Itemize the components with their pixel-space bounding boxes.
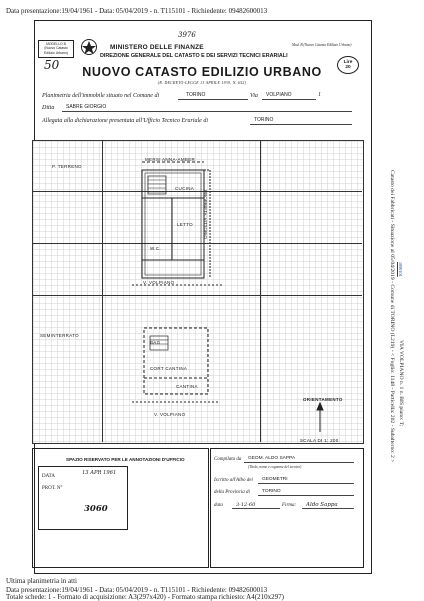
ditta-label: Ditta (42, 105, 55, 111)
ministry-title: MINISTERO DELLE FINANZE (110, 44, 204, 51)
handwritten-number: 50 (44, 58, 60, 72)
label-via-volpiano-top: V. VOLPIANO (143, 280, 175, 285)
direction-title: DIREZIONE GENERALE DEL CATASTO E DEI SERVIZI TECNICI ERARIALI (100, 53, 288, 59)
model-box-text: MODELLO B (Nuovo Catasto Edilizio Urbano) (44, 42, 68, 55)
prot-label: PROT. N° (42, 486, 63, 491)
footer-ultima: Ultima planimetria in atti (6, 577, 77, 585)
ufficio-value: TORINO (250, 117, 352, 125)
civic-number: 1 (318, 92, 321, 98)
room-cucina: CUCINA (175, 186, 195, 191)
data-label: DATA (42, 474, 55, 479)
vertical-cadastral-info: Catasto dei Fabbricati - Situazione al 05/04/2019 - Comune di TORINO (L219) - < Foglio: 1148 - Particella: 202 - Subalterno: 2 > (389, 170, 395, 463)
date-label: data (214, 503, 223, 508)
emblem-icon (80, 38, 98, 56)
lire-stamp: Lire 20 (337, 56, 359, 74)
provincia-value: TORINO (258, 489, 354, 496)
ditta-value: SABRE GIORGIO (62, 104, 352, 112)
via-value: VOLPIANO (262, 92, 316, 100)
protocol-number: 3060 (84, 504, 108, 514)
albo-label: Iscritto all'Albo dei (214, 478, 253, 483)
label-via-volpiano-bottom: V. VOLPIANO (154, 412, 186, 417)
date-value: 3-12-60 (232, 502, 280, 509)
model-reference: Mod. B (Nuovo Catasto Edilizio Urbano) (292, 43, 352, 47)
room-wc: W.C. (150, 246, 161, 251)
albo-value: GEOMETRI (258, 477, 354, 484)
footer-line1: Data presentazione:19/04/1961 - Data: 05/04/2019 - n. T115101 - Richiedente: 09482600013 (6, 586, 268, 594)
via-label: Via (250, 93, 258, 99)
label-seminterrato: SEMINTERRATO (40, 333, 79, 338)
label-piano-terreno: P. TERRENO (52, 164, 82, 169)
room-cort-cantina: CORT CANTINA (150, 366, 188, 371)
provincia-label: della Provincia di (214, 490, 250, 495)
label-proprieta-vittorio: PROPRIETA' VITTORIO (203, 190, 208, 239)
room-bag: BAG (150, 340, 161, 345)
compiled-label: Compilata da (214, 457, 242, 462)
document-title: NUOVO CATASTO EDILIZIO URBANO (82, 65, 322, 79)
vertical-address-info: VIA VOLPIANO n. 1 n. BIS piano: T; (398, 340, 404, 427)
footer-line2: Totale schede: 1 - Formato di acquisizione: A3(297x420) - Formato stampa richiesto: A4(210x297) (6, 593, 284, 601)
law-reference: (R. DECRETO-LEGGE 13 APRILE 1939, N. 652) (157, 81, 247, 85)
label-scala: SCALA DI 1: 200 (300, 438, 339, 443)
compiled-name: GEOM. ALDO SAPPA (244, 456, 354, 463)
room-cantina: CANTINA (176, 384, 198, 389)
firma-label: Firma: (282, 503, 297, 508)
signature: Aldo Sappa (302, 502, 354, 509)
office-annotations-title: SPAZIO RISERVATO PER LE ANNOTAZIONI D'UFFICIO (66, 457, 185, 462)
room-letto: LETTO (177, 222, 193, 227)
vertical-reference-code: 1890101 (398, 262, 403, 277)
model-box (38, 40, 74, 58)
handwritten-top-number: 3976 (178, 31, 196, 39)
compiled-sub: (Titolo, nome e cognome del tecnico) (248, 465, 302, 469)
header-line: Data presentazione:19/04/1961 - Data: 05/04/2019 - n. T115101 - Richiedente: 09482600013 (6, 7, 268, 15)
allegata-label: Allegata alla dichiarazione presentata all'Ufficio Tecnico Erariale di (42, 118, 208, 124)
planimetry-label: Planimetria dell'immobile situato nel Comune di (42, 93, 160, 99)
label-neighbors-top: MERSI ANNA-AMBER (145, 157, 196, 162)
stamp-date: 13 APR 1961 (82, 470, 117, 476)
comune-value: TORINO (178, 92, 248, 100)
label-orientamento: ORIENTAMENTO (303, 397, 343, 402)
